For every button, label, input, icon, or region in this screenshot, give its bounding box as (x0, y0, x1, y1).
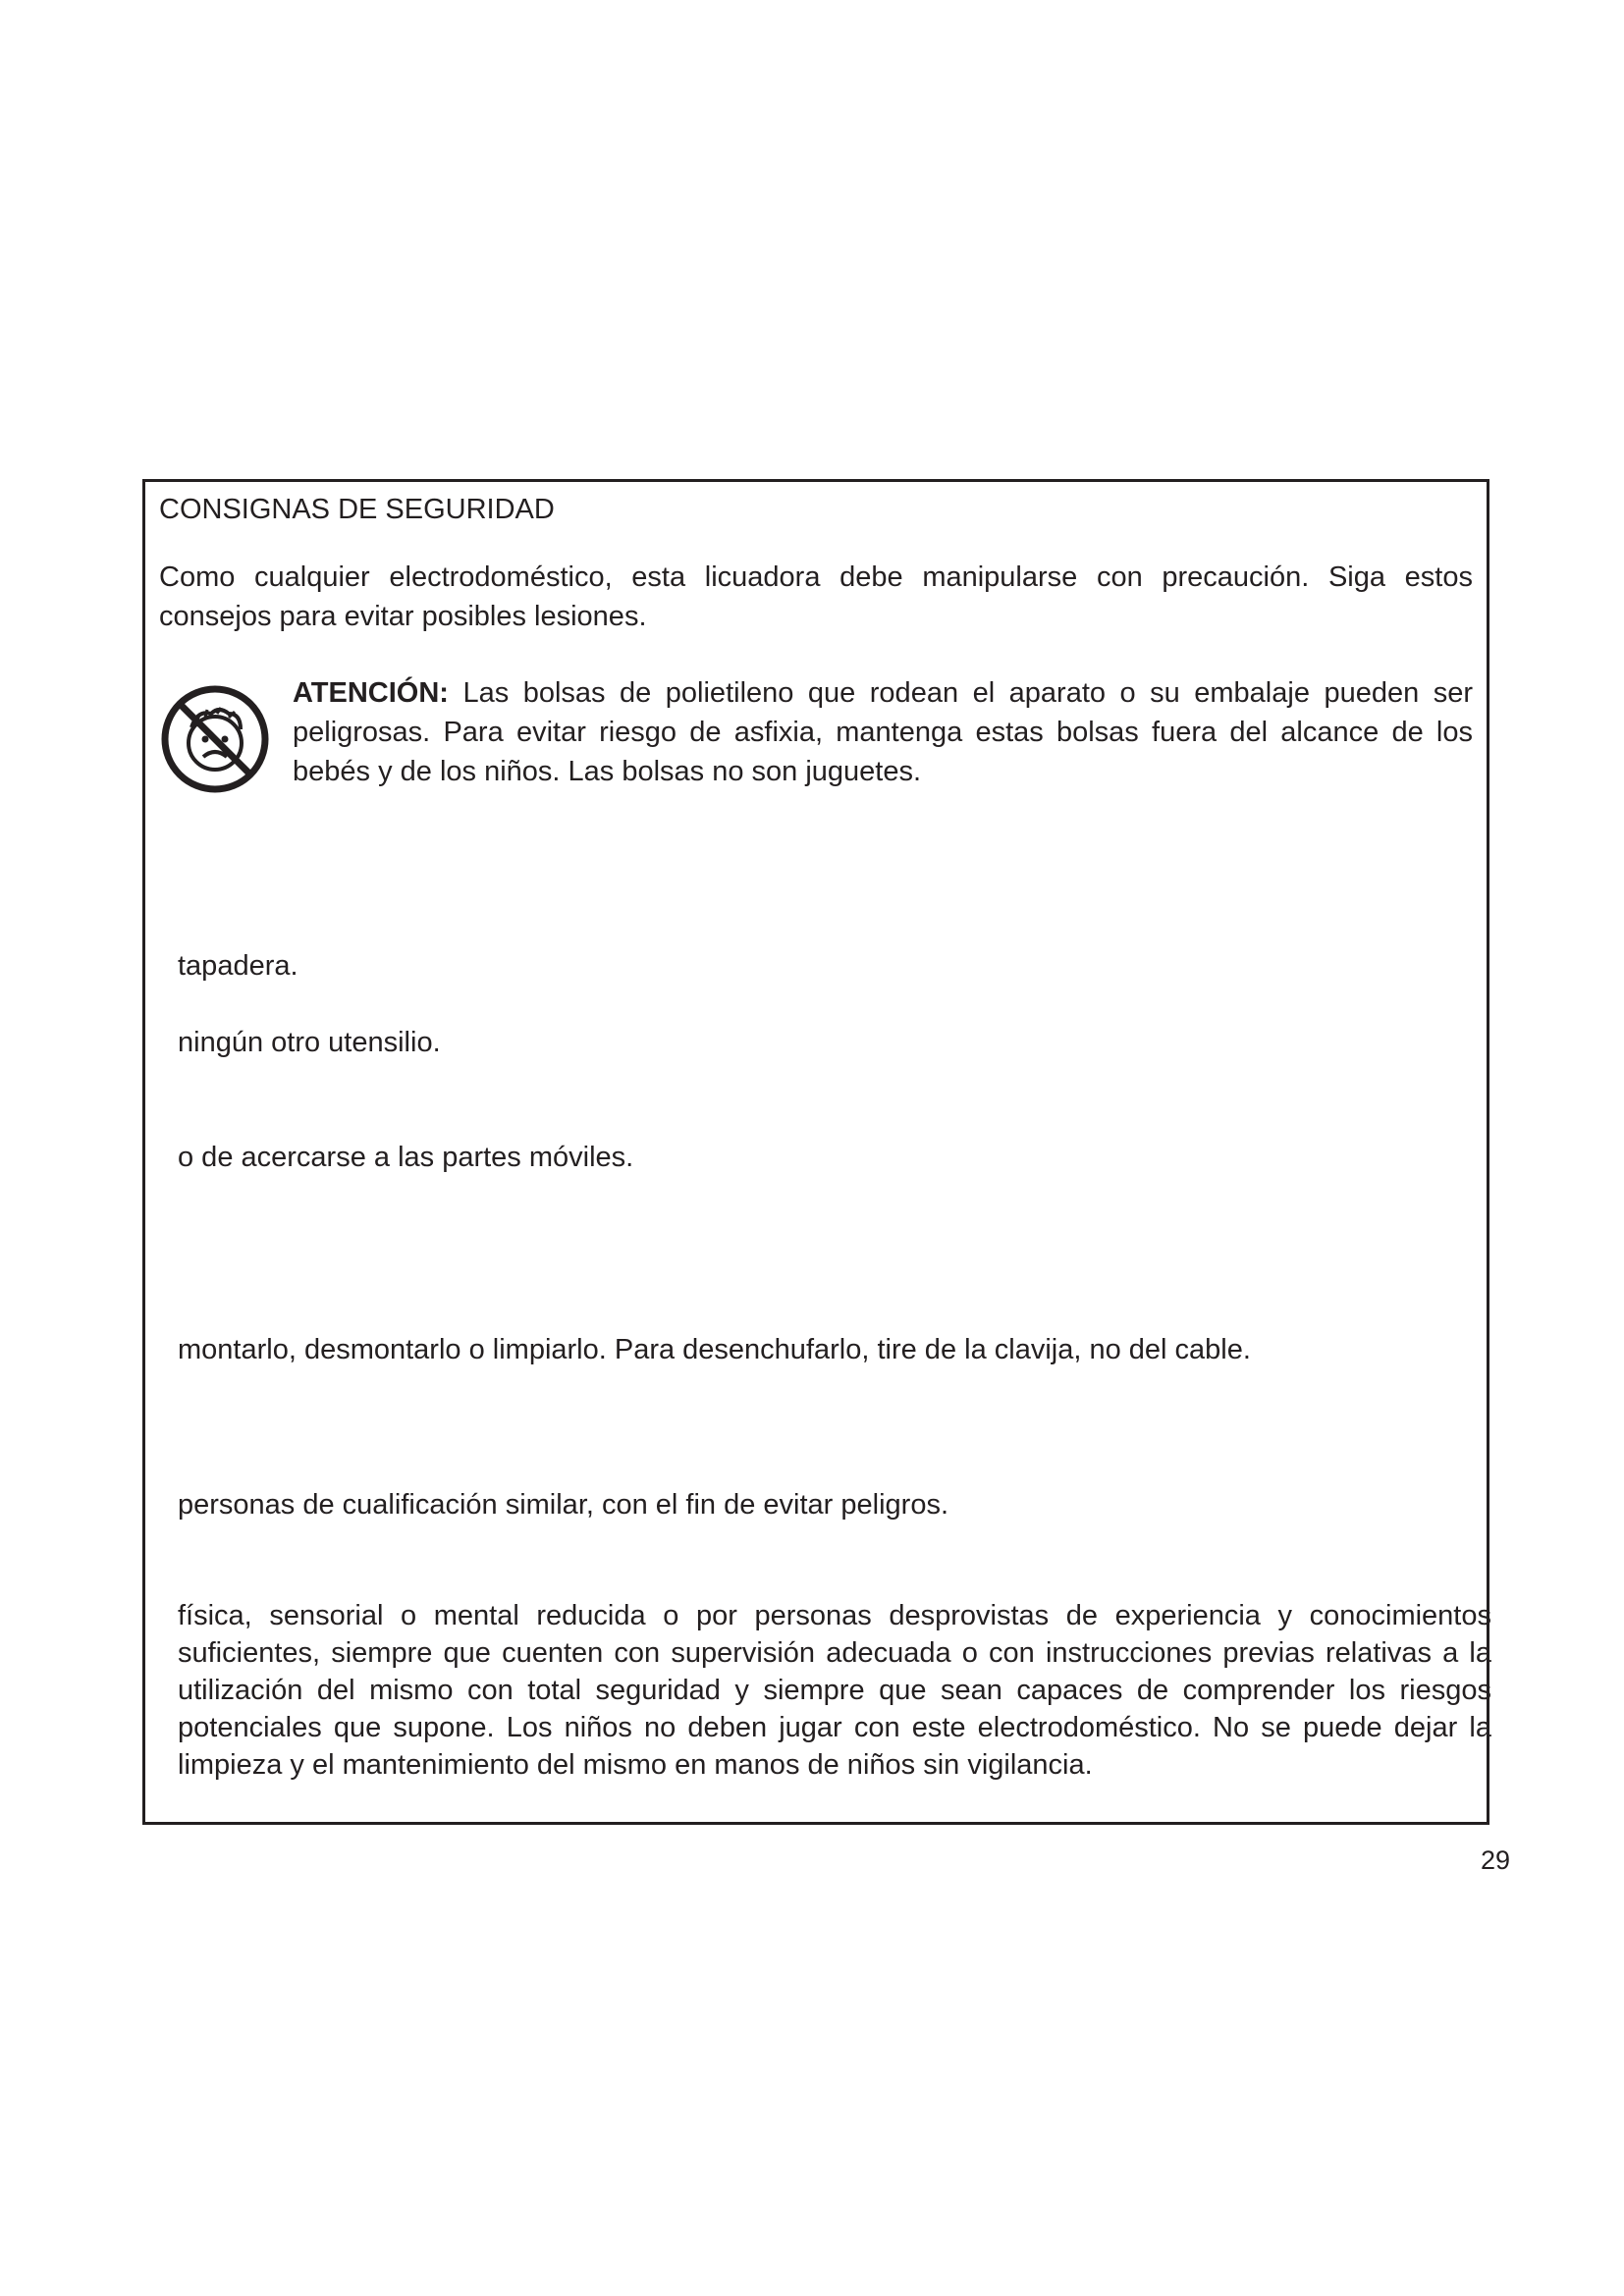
safety-line-unplug: montarlo, desmontarlo o limpiarlo. Para desenchufarlo, tire de la clavija, no del cable. (178, 1334, 1251, 1365)
safety-line-lid: tapadera. (178, 950, 298, 982)
safety-line-qualified-persons: personas de cualificación similar, con el fin de evitar peligros. (178, 1489, 949, 1521)
page-number: 29 (1481, 1845, 1511, 1875)
warning-label: ATENCIÓN: (293, 677, 449, 709)
safety-line-moving-parts: o de acercarse a las partes móviles. (178, 1142, 634, 1173)
no-bag-child-icon (160, 684, 270, 794)
warning-paragraph (293, 673, 1473, 791)
section-title: CONSIGNAS DE SEGURIDAD (159, 494, 555, 525)
safety-paragraph-children: física, sensorial o mental reducida o por personas desprovistas de experiencia y conocimientos suficientes, siempre que cuenten con supervisión adecuada o con instrucciones previas relativas a la utilización del mismo con total seguridad y siempre que sean capaces de comprender los riesgos potenciales que supone. Los niños no deben jugar con este electrodoméstico. No se puede dejar la limpieza y el mantenimiento del mismo en manos de niños sin vigilancia. (178, 1600, 1491, 1781)
safety-line-utensil: ningún otro utensilio. (178, 1027, 441, 1058)
intro-paragraph: Como cualquier electrodoméstico, esta licuadora debe manipularse con precaución. Siga estos consejos para evitar posibles lesiones. (159, 561, 1473, 632)
warning-text: Las bolsas de polietileno que rodean el aparato o su embalaje pueden ser peligrosas. Para evitar riesgo de asfixia, mantenga estas bolsas fuera del alcance de los bebés y de los niños. Las bolsas no son juguetes. (293, 677, 1473, 787)
